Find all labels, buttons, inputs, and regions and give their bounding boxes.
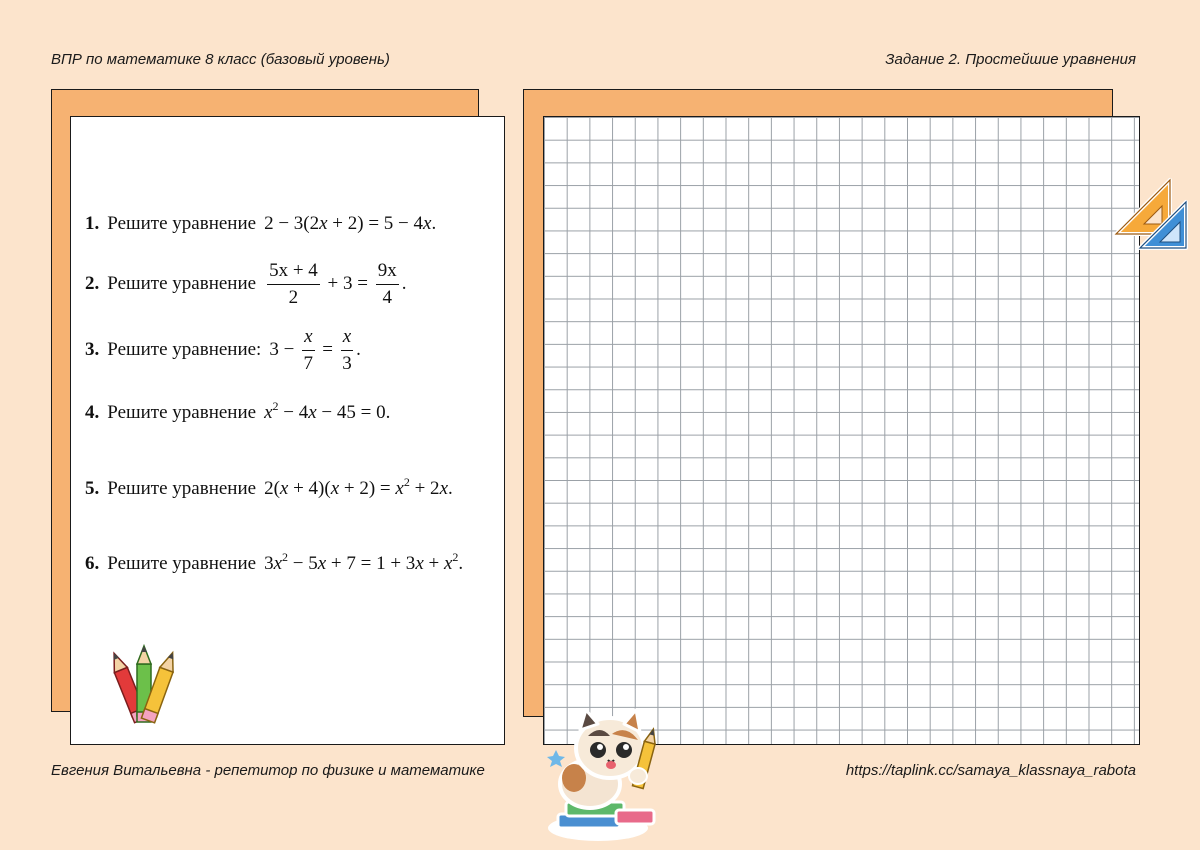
footer-author: Евгения Витальевна - репетитор по физике и математике [51,762,485,779]
task-label: Решите уравнение [107,213,257,234]
equation-3: 3 − $\frac{x}{7}$ = $\frac{x}{3}$ . [269,326,361,374]
squared-paper[interactable] [543,116,1140,745]
footer-link[interactable]: https://taplink.cc/samaya_klassnaya_rabota [845,762,1136,779]
task-number: 2. [85,272,100,294]
task-number: 4. [85,402,100,423]
pencils-icon [104,640,184,730]
task-number: 1. [85,213,100,234]
header-title: ВПР по математике 8 класс (базовый уровень) [51,51,390,68]
task-item-4 [85,399,391,424]
task-number: 6. [85,553,100,574]
equation-1: 2 − 3(2x + 2) = 5 − 4x. [264,213,437,234]
task-label: Решите уравнение [107,553,257,574]
task-label: Решите уравнение: [107,338,262,360]
task-number: 3. [85,338,100,360]
set-squares-icon [1108,172,1194,258]
task-item-5 [85,475,453,500]
task-label: Решите уравнение [107,402,257,423]
header-task-title: Задание 2. Простейшие уравнения [885,51,1136,68]
task-label: Решите уравнение [107,478,257,499]
cat-with-pencil-icon [540,706,665,844]
task-item-1 [85,213,436,235]
equation-4: $x^2 - 4x - 45 = 0$. [264,399,391,423]
task-number: 5. [85,478,100,499]
equation-6: $3x^2 - 5x + 7 = 1 + 3x + x^2$. [264,550,464,574]
equation-2: $\frac{5x + 4}{2}$ + 3 = $\frac{9x}{4}$ . [269,260,407,308]
task-item-2 [85,261,406,308]
task-item-3 [85,327,361,374]
task-item-6 [85,550,464,575]
equation-5: $2(x + 4)(x + 2) = x^2 + 2x$. [264,475,453,499]
task-label: Решите уравнение [107,272,257,294]
